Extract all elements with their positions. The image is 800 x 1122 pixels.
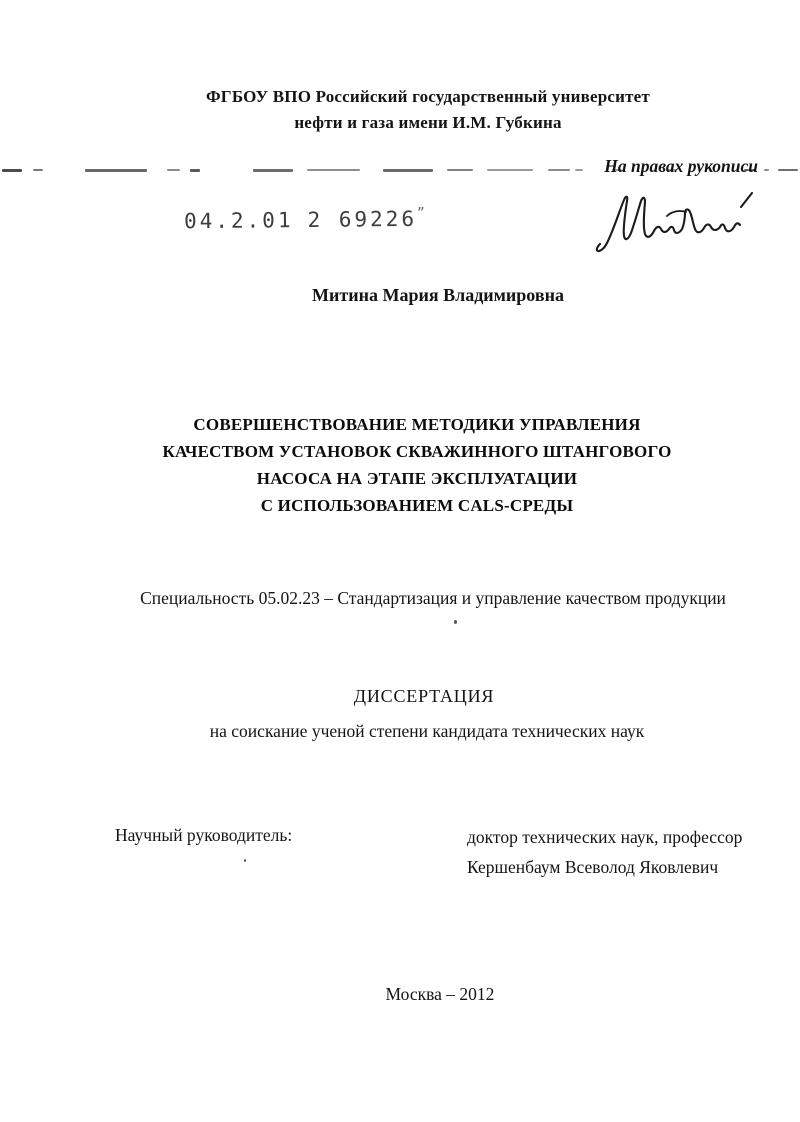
supervisor-name: Кершенбаум Всеволод Яковлевич <box>467 857 719 877</box>
degree-purpose-line: на соискание ученой степени кандидата технических наук <box>209 721 645 741</box>
supervisor-degree: доктор технических наук, профессор <box>467 827 743 847</box>
stamp-tail-mark: ” <box>416 205 425 221</box>
university-name-line2: нефти и газа имени И.М. Губкина <box>294 113 562 132</box>
dissertation-title <box>57 411 777 519</box>
manuscript-rights-note: На правах рукописи <box>604 156 758 176</box>
city-year: Москва – 2012 <box>385 984 495 1004</box>
scan-artifact-dot <box>454 620 457 624</box>
supervisor-info <box>467 822 767 882</box>
title-line4: С ИСПОЛЬЗОВАНИЕМ CALS-СРЕДЫ <box>260 496 574 515</box>
university-name-line1: ФГБОУ ВПО Российский государственный университет <box>206 87 650 106</box>
stamp-code-right: 2 69226 <box>307 206 418 232</box>
title-line3: НАСОСА НА ЭТАПЕ ЭКСПЛУАТАЦИИ <box>256 469 578 488</box>
library-stamp <box>184 206 425 234</box>
supervisor-label: Научный руководитель: <box>115 825 293 845</box>
title-line2: КАЧЕСТВОМ УСТАНОВОК СКВАЖИННОГО ШТАНГОВОГО <box>162 442 672 461</box>
author-name: Митина Мария Владимировна <box>312 285 564 305</box>
university-header <box>68 84 788 136</box>
title-line1: СОВЕРШЕНСТВОВАНИЕ МЕТОДИКИ УПРАВЛЕНИЯ <box>193 415 641 434</box>
stamp-code-left: 04.2.01 <box>183 208 294 234</box>
handwritten-signature <box>588 186 760 252</box>
specialty-line: Специальность 05.02.23 – Стандартизация и управление качеством продукции <box>140 588 726 608</box>
document-type: ДИССЕРТАЦИЯ <box>353 686 495 706</box>
scan-artifact-dot <box>244 859 246 862</box>
